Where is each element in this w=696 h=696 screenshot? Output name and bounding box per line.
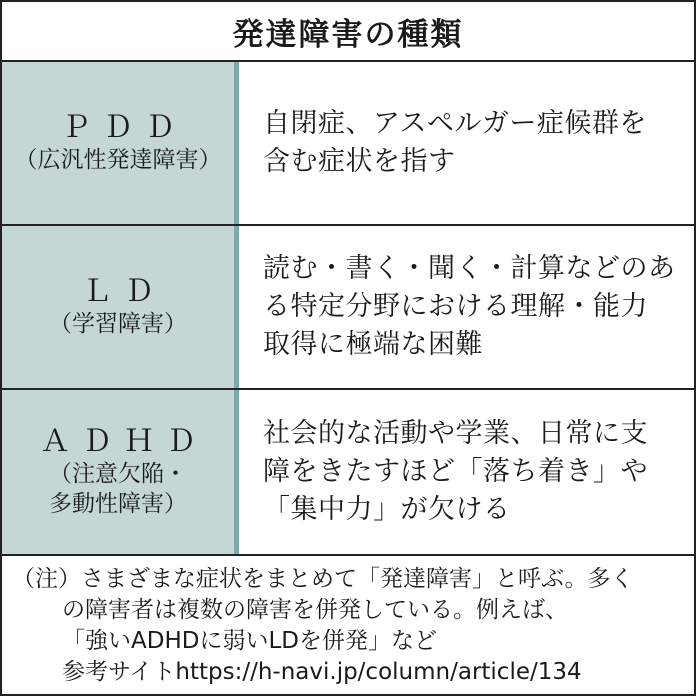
description-cell xyxy=(239,62,694,224)
footnote-source-line: 参考サイトhttps://h-navi.jp/column/article/134 xyxy=(62,659,582,685)
term-subtitle: （広汎性発達障害） xyxy=(14,147,222,173)
term-description: 自閉症、アスペルガー症候群を 含む症状を指す xyxy=(263,108,647,177)
description-cell xyxy=(239,226,694,388)
table-row-adhd xyxy=(2,390,694,556)
term-description: 読む・書く・聞く・計算などのあ る特定分野における理解・能力 取得に極端な困難 xyxy=(263,253,676,360)
term-name: ＰＤＤ xyxy=(61,110,187,145)
description-cell xyxy=(239,390,694,554)
term-name: ＡＤＨＤ xyxy=(40,424,208,459)
term-subtitle: （注意欠陥・ 多動性障害） xyxy=(49,461,187,517)
term-cell xyxy=(2,62,239,224)
term-name: ＬＤ xyxy=(82,274,166,309)
footnote-line: 「強いADHDに弱いLDを併発」など xyxy=(62,628,437,654)
term-description: 社会的な活動や学業、日常に支 障をきたすほど「落ち着き」や 「集中力」が欠ける xyxy=(263,418,648,525)
table-row-ld xyxy=(2,226,694,390)
term-cell xyxy=(2,390,239,554)
table-row-pdd xyxy=(2,62,694,226)
term-cell xyxy=(2,226,239,388)
term-subtitle: （学習障害） xyxy=(49,311,187,337)
footnote-line: （注）さまざまな症状をまとめて「発達障害」と呼ぶ。多く xyxy=(12,566,634,592)
footnote xyxy=(2,558,694,694)
footnote-line: の障害者は複数の障害を併発している。例えば、 xyxy=(62,597,568,623)
table-title: 発達障害の種類 xyxy=(2,2,694,62)
